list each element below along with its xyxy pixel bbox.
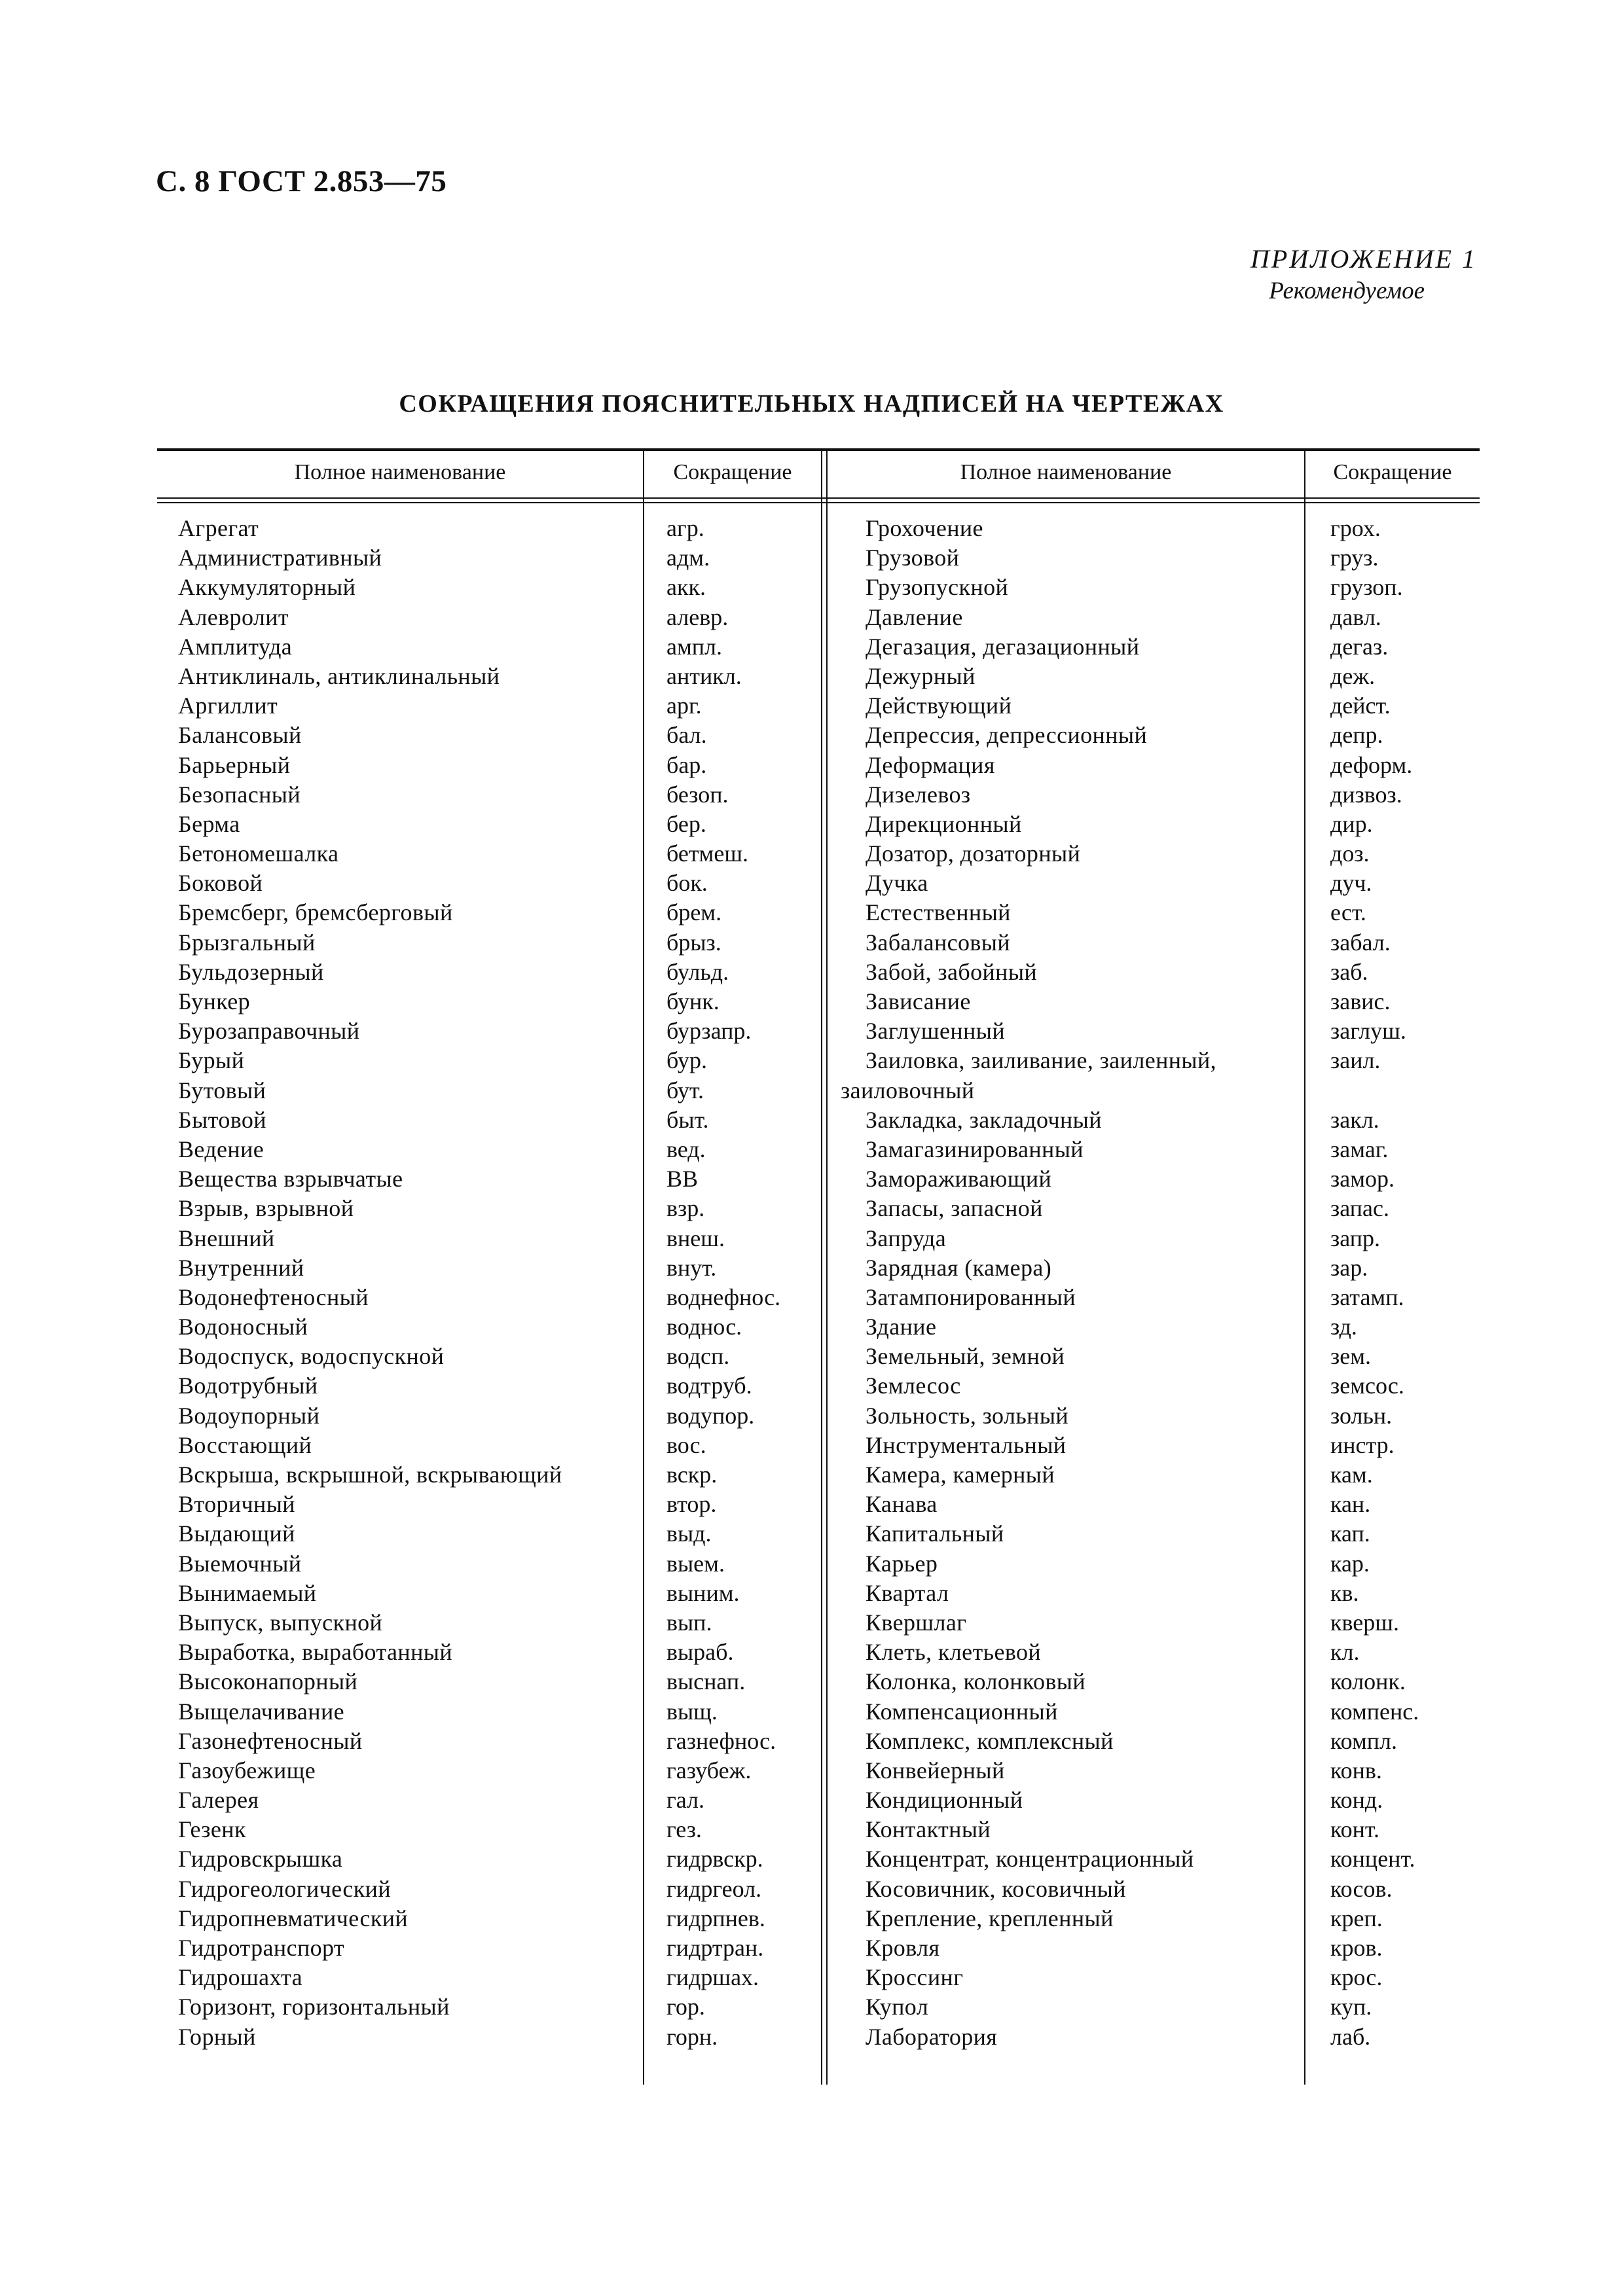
full-name-cell: Грузовой [866,545,960,571]
full-name-cell: Гидрогеологический [178,1875,391,1902]
full-name-cell: Канава [866,1491,938,1518]
full-names-left-column [178,514,636,2052]
full-name-cell: Гидровскрышка [178,1846,343,1873]
abbreviation-cell: вскр. [666,1462,718,1488]
full-name-cell: Дозатор, дозаторный [866,840,1081,867]
abbreviation-cell: кл. [1330,1639,1360,1666]
abbreviation-cell: ампл. [666,633,722,660]
abbreviation-cell: газнефнос. [666,1727,776,1754]
full-name-cell: Дизелевоз [866,781,971,808]
abbreviation-cell: водупор. [666,1402,755,1429]
full-name-cell: Кроссинг [866,1964,964,1991]
header-full-name-left: Полное наименование [294,460,506,484]
abbreviation-cell: груз. [1330,545,1379,571]
abbreviation-cell: гез. [666,1816,702,1843]
full-name-cell: Концентрат, концентрационный [866,1846,1194,1873]
abbreviation-cell: гидршах. [666,1964,759,1991]
full-name-cell: Аккумуляторный [178,574,356,601]
full-name-cell: Выпуск, выпускной [178,1609,383,1636]
full-name-cell: Выщелачивание [178,1698,344,1725]
full-name-cell: Барьерный [178,751,291,778]
abbreviation-cell: замор. [1330,1166,1395,1193]
header-rule [157,497,1480,499]
abbreviation-cell: гал. [666,1787,705,1814]
full-name-cell: Инструментальный [866,1431,1067,1458]
abbreviation-cell: выраб. [666,1639,734,1666]
full-name-cell: Галерея [178,1787,259,1814]
full-name-cell: Квершлаг [866,1609,967,1636]
full-name-cell: Вынимаемый [178,1579,317,1606]
abbreviation-cell: алевр. [666,603,729,630]
full-name-cell: Компенсационный [866,1698,1058,1725]
full-name-cell: Закладка, закладочный [866,1106,1102,1133]
full-name-cell: Дежурный [866,662,976,689]
abbreviation-cell: быт. [666,1106,709,1133]
full-name-cell: Гидропневматический [178,1905,409,1931]
full-name-cell: Квартал [866,1579,949,1606]
abbreviation-cell: кар. [1330,1550,1370,1577]
abbreviation-cell: бут. [666,1077,704,1103]
full-name-cell: Вторичный [178,1491,295,1518]
full-name-cell: Водоспуск, водоспускной [178,1343,445,1370]
abbreviation-cell: водтруб. [666,1372,752,1399]
full-name-cell: Карьер [866,1550,938,1577]
abbreviation-cell: воднос. [666,1314,742,1340]
abbreviation-cell: гидрвскр. [666,1846,763,1873]
full-name-cell: Забалансовый [866,929,1011,956]
full-name-cell: Гидротранспорт [178,1935,345,1961]
abbreviation-cell: бунк. [666,988,720,1014]
abbreviation-cell: деформ. [1330,751,1413,778]
document-title: СОКРАЩЕНИЯ ПОЯСНИТЕЛЬНЫХ НАДПИСЕЙ НА ЧЕРТЕЖАХ [399,390,1224,418]
full-name-cell: Колонка, колонковый [866,1668,1086,1695]
abbreviation-cell: кв. [1330,1579,1359,1606]
abbreviation-cell: агр. [666,515,704,541]
full-name-cell: Водоносный [178,1314,308,1340]
full-name-cell: Внешний [178,1225,275,1251]
abbreviation-cell: кап. [1330,1520,1370,1547]
abbreviation-cell: крос. [1330,1964,1383,1991]
full-name-cell: Действующий [866,692,1012,719]
full-name-cell: Бурозаправочный [178,1018,360,1045]
abbreviation-cell: гидрпнев. [666,1905,765,1931]
full-name-cell: Запруда [866,1225,947,1251]
abbreviation-cell: взр. [666,1195,705,1222]
full-name-cell: Дирекционный [866,810,1022,837]
abbreviation-cell: запр. [1330,1225,1380,1251]
full-name-cell: Давление [866,603,963,630]
full-name-cell: Землесос [866,1372,961,1399]
abbreviation-cell [1330,1076,1474,1105]
full-names-right-column [841,514,1304,2052]
abbreviation-cell: дизвоз. [1330,781,1402,808]
page-reference: С. 8 ГОСТ 2.853—75 [156,164,447,198]
abbreviations-table [157,448,1480,2085]
abbreviation-cell: заил. [1330,1047,1381,1074]
abbreviation-cell: депр. [1330,722,1383,749]
full-name-cell: Зависание [866,988,971,1014]
table-top-rule [157,448,1480,451]
abbreviation-cell: вып. [666,1609,712,1636]
full-name-cell: Выдающий [178,1520,295,1547]
abbreviation-cell: конд. [1330,1787,1383,1814]
full-name-cell: Зарядная (камера) [866,1254,1052,1281]
full-name-cell: Бремсберг, бремсберговый [178,899,453,926]
full-name-cell: Зольность, зольный [866,1402,1069,1429]
abbreviation-cell: забал. [1330,929,1391,956]
full-name-cell: Здание [866,1314,937,1340]
full-name-cell: Бетономешалка [178,840,339,867]
full-name-cell: Затампонированный [866,1283,1076,1310]
abbreviation-cell: втор. [666,1491,717,1518]
abbreviation-cell: креп. [1330,1905,1383,1931]
full-name-cell: Ведение [178,1136,264,1162]
abbreviation-cell: гидртран. [666,1935,764,1961]
full-name-cell: Аргиллит [178,692,278,719]
abbreviation-cell: дейст. [1330,692,1391,719]
abbreviation-cell: вос. [666,1431,706,1458]
full-name-cell: Бульдозерный [178,958,324,985]
abbreviation-cell: безоп. [666,781,729,808]
abbreviations-right-column [1330,514,1474,2052]
abbreviation-cell: кам. [1330,1462,1373,1488]
header-rule [157,502,1480,503]
full-name-cell: Контактный [866,1816,991,1843]
abbreviation-cell: бульд. [666,958,729,985]
abbreviation-cell: конв. [1330,1757,1382,1784]
full-name-cell: Амплитуда [178,633,293,660]
abbreviation-cell: заб. [1330,958,1368,985]
abbreviation-cell: гор. [666,1994,705,2020]
abbreviation-cell: зар. [1330,1254,1368,1281]
abbreviation-cell: концент. [1330,1846,1415,1873]
abbreviation-cell: затамп. [1330,1283,1404,1310]
abbreviation-cell: внут. [666,1254,717,1281]
abbreviation-cell: дегаз. [1330,633,1389,660]
abbreviation-cell: брем. [666,899,722,926]
abbreviation-cell: внеш. [666,1225,725,1251]
abbreviation-cell: зольн. [1330,1402,1393,1429]
abbreviation-cell: водсп. [666,1343,730,1370]
full-name-cell: Замагазинированный [866,1136,1084,1162]
full-name-cell: Земельный, земной [866,1343,1065,1370]
abbreviation-cell: грох. [1330,515,1381,541]
full-name-cell: Агрегат [178,515,259,541]
abbreviation-cell: земсос. [1330,1372,1404,1399]
full-name-cell: Бутовый [178,1077,266,1103]
abbreviation-cell: бок. [666,870,708,897]
full-name-cell: Косовичник, косовичный [866,1875,1126,1902]
full-name-cell: Кровля [866,1935,940,1961]
abbreviation-cell: косов. [1330,1875,1393,1902]
abbreviation-cell: завис. [1330,988,1391,1014]
appendix-block [1250,243,1477,305]
full-name-cell: Безопасный [178,781,301,808]
appendix-status: Рекомендуемое [1269,278,1425,304]
header-full-name-right: Полное наименование [960,460,1172,484]
column-divider [643,448,644,2085]
abbreviation-cell: давл. [1330,603,1381,630]
abbreviation-cell: брыз. [666,929,721,956]
abbreviations-left-column [666,514,817,2052]
full-name-cell: Клеть, клетьевой [866,1639,1042,1666]
header-abbreviation-left: Сокращение [673,460,792,484]
abbreviation-cell: газубеж. [666,1757,752,1784]
abbreviation-cell: зем. [1330,1343,1371,1370]
full-name-cell: Грузопускной [866,574,1009,601]
full-name-cell: Дегазация, дегазационный [866,633,1140,660]
abbreviation-cell: конт. [1330,1816,1379,1843]
full-name-cell: Горизонт, горизонтальный [178,1994,450,2020]
full-name-cell: Вещества взрывчатые [178,1166,403,1193]
full-name-cell: Заглушенный [866,1018,1005,1045]
full-name-cell: Высоконапорный [178,1668,358,1695]
full-name-cell: Административный [178,545,382,571]
column-divider [826,448,828,2085]
full-name-cell: Выемочный [178,1550,302,1577]
abbreviation-cell: доз. [1330,840,1370,867]
full-name-cell: Кондиционный [866,1787,1023,1814]
full-name-cell: Взрыв, взрывной [178,1195,354,1222]
abbreviation-cell: бур. [666,1047,707,1074]
full-name-cell: Берма [178,810,240,837]
abbreviation-cell: антикл. [666,662,742,689]
abbreviation-cell: бурзапр. [666,1018,752,1045]
abbreviation-cell: деж. [1330,662,1376,689]
abbreviation-cell: компл. [1330,1727,1397,1754]
abbreviation-cell: лаб. [1330,2023,1371,2050]
full-name-cell: Внутренний [178,1254,304,1281]
full-name-cell: Водонефтеносный [178,1283,369,1310]
abbreviation-cell: кров. [1330,1935,1383,1961]
abbreviation-cell: запас. [1330,1195,1389,1222]
full-name-cell: Бытовой [178,1106,266,1133]
abbreviation-cell: горн. [666,2023,718,2050]
abbreviation-cell: бер. [666,810,706,837]
full-name-cell: Купол [866,1994,929,2020]
abbreviation-cell: замаг. [1330,1136,1389,1162]
appendix-label: ПРИЛОЖЕНИЕ 1 [1250,244,1477,274]
abbreviation-cell: заглуш. [1330,1018,1406,1045]
full-name-cell: Боковой [178,870,263,897]
abbreviation-cell: бетмеш. [666,840,749,867]
abbreviation-cell: бар. [666,751,707,778]
full-name-cell: Комплекс, комплексный [866,1727,1114,1754]
abbreviation-cell: кверш. [1330,1609,1399,1636]
full-name-cell: Бурый [178,1047,245,1074]
abbreviation-cell: компенс. [1330,1698,1419,1725]
full-name-cell: Газоубежище [178,1757,316,1784]
abbreviation-cell: куп. [1330,1994,1372,2020]
full-name-cell: Выработка, выработанный [178,1639,453,1666]
full-name-cell: заиловочный [841,1077,975,1103]
abbreviation-cell: дуч. [1330,870,1372,897]
full-name-cell: Дучка [866,870,928,897]
abbreviation-cell: закл. [1330,1106,1379,1133]
full-name-cell: Газонефтеносный [178,1727,363,1754]
abbreviation-cell: кан. [1330,1491,1371,1518]
full-name-cell: Антиклиналь, антиклинальный [178,662,500,689]
abbreviation-cell: вед. [666,1136,706,1162]
full-name-cell: Конвейерный [866,1757,1005,1784]
full-name-cell: Горный [178,2023,256,2050]
full-name-cell: Вскрыша, вскрышной, вскрывающий [178,1462,562,1488]
full-name-cell: Заиловка, заиливание, заиленный, [866,1047,1217,1074]
abbreviation-cell: выд. [666,1520,712,1547]
column-divider [1304,448,1305,2085]
full-name-cell: Алевролит [178,603,289,630]
abbreviation-cell: ест. [1330,899,1366,926]
abbreviation-cell: адм. [666,545,710,571]
full-name-cell: Лаборатория [866,2023,998,2050]
full-name-cell: Гидрошахта [178,1964,302,1991]
abbreviation-cell: выем. [666,1550,725,1577]
full-name-cell: Бункер [178,988,251,1014]
abbreviation-cell: колонк. [1330,1668,1406,1695]
full-name-cell: Деформация [866,751,995,778]
full-name-cell: Балансовый [178,722,302,749]
abbreviation-cell: ВВ [666,1166,699,1193]
header-abbreviation-right: Сокращение [1333,460,1452,484]
abbreviation-cell: выснап. [666,1668,746,1695]
abbreviation-cell: выщ. [666,1698,718,1725]
full-name-cell: Камера, камерный [866,1462,1055,1488]
full-name-cell: Забой, забойный [866,958,1038,985]
full-name-cell: Восстающий [178,1431,312,1458]
abbreviation-cell: дир. [1330,810,1373,837]
abbreviation-cell: бал. [666,722,707,749]
abbreviation-cell: гидргеол. [666,1875,762,1902]
abbreviation-cell: грузоп. [1330,574,1403,601]
full-name-cell: Водотрубный [178,1372,318,1399]
abbreviation-cell: арг. [666,692,702,719]
abbreviation-cell: воднефнос. [666,1283,781,1310]
full-name-cell: Гезенк [178,1816,246,1843]
abbreviation-cell: акк. [666,574,706,601]
full-name-cell: Брызгальный [178,929,316,956]
abbreviation-cell: зд. [1330,1314,1357,1340]
full-name-cell: Естественный [866,899,1011,926]
full-name-cell: Капитальный [866,1520,1004,1547]
abbreviation-cell: выним. [666,1579,740,1606]
full-name-cell: Водоупорный [178,1402,320,1429]
full-name-cell: Запасы, запасной [866,1195,1043,1222]
full-name-cell: Замораживающий [866,1166,1052,1193]
column-divider [821,448,822,2085]
full-name-cell: Депрессия, депрессионный [866,722,1148,749]
abbreviation-cell: инстр. [1330,1431,1395,1458]
full-name-cell: Крепление, крепленный [866,1905,1114,1931]
full-name-cell: Грохочение [866,515,983,541]
